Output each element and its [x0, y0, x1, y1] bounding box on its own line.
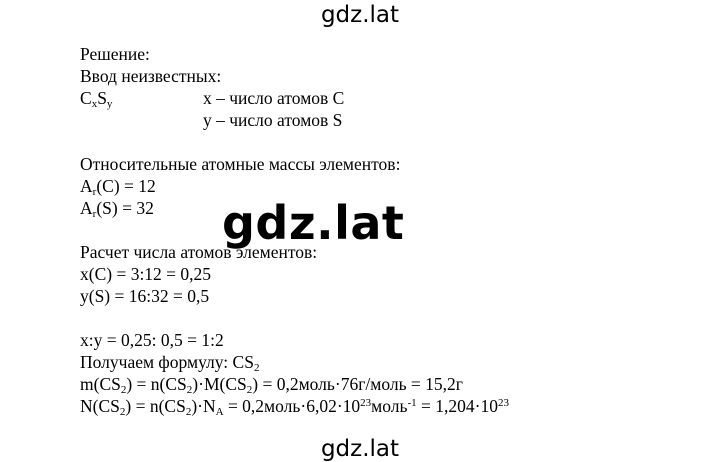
num-p2: ) = n(CS	[125, 396, 186, 416]
mass-s2: 2	[186, 384, 193, 396]
ratio-line: x:y = 0,25: 0,5 = 1:2	[80, 330, 224, 350]
ar-s-sub: r	[92, 208, 97, 220]
ar-c-a: A	[80, 176, 93, 196]
atomic-mass-c	[80, 176, 156, 197]
num-e3: 23	[497, 397, 509, 409]
calc-heading: Расчет числа атомов элементов:	[80, 242, 318, 262]
num-s2: 2	[185, 406, 192, 418]
formula-s: S	[97, 88, 107, 108]
num-p6: = 1,204·10	[416, 396, 498, 416]
number-calculation	[80, 396, 509, 417]
y-definition: y – число атомов S	[203, 110, 343, 130]
ar-s-rest: (S) = 32	[96, 198, 154, 218]
num-e2: -1	[407, 397, 417, 409]
watermark-top: gdz.lat	[320, 2, 400, 28]
num-s3: A	[215, 406, 224, 418]
masses-heading: Относительные атомные массы элементов:	[80, 154, 401, 174]
formula-result-prefix: Получаем формулу: CS	[80, 352, 254, 372]
num-p3: )·N	[191, 396, 216, 416]
mass-p3: )·M(CS	[192, 374, 247, 394]
num-s1: 2	[119, 406, 126, 418]
mass-p1: m(CS	[80, 374, 121, 394]
num-p1: N(CS	[80, 396, 120, 416]
mass-p2: ) = n(CS	[126, 374, 187, 394]
num-e1: 23	[360, 397, 372, 409]
formula-result	[80, 352, 259, 373]
formula-c: C	[80, 88, 92, 108]
mass-s1: 2	[120, 384, 127, 396]
formula-c-sub: x	[91, 98, 98, 110]
x-definition: x – число атомов С	[203, 88, 345, 108]
unknowns-heading: Ввод неизвестных:	[80, 66, 222, 86]
mass-p4: ) = 0,2моль·76г/моль = 15,2г	[252, 374, 463, 394]
mass-s3: 2	[246, 384, 253, 396]
solution-heading: Решение:	[80, 44, 150, 64]
ar-c-rest: (C) = 12	[96, 176, 156, 196]
num-p5: моль	[371, 396, 408, 416]
x-calculation: x(C) = 3:12 = 0,25	[80, 264, 212, 284]
watermark-bottom: gdz.lat	[320, 436, 400, 462]
ar-c-sub: r	[92, 186, 97, 198]
y-calculation: y(S) = 16:32 = 0,5	[80, 286, 210, 306]
formula-s-sub: y	[106, 98, 113, 110]
watermark-middle: gdz.lat	[222, 196, 405, 250]
general-formula	[80, 88, 112, 109]
num-p4: = 0,2моль·6,02·10	[223, 396, 361, 416]
atomic-mass-s	[80, 198, 154, 219]
formula-result-sub: 2	[253, 362, 260, 374]
ar-s-a: A	[80, 198, 93, 218]
mass-calculation	[80, 374, 463, 395]
